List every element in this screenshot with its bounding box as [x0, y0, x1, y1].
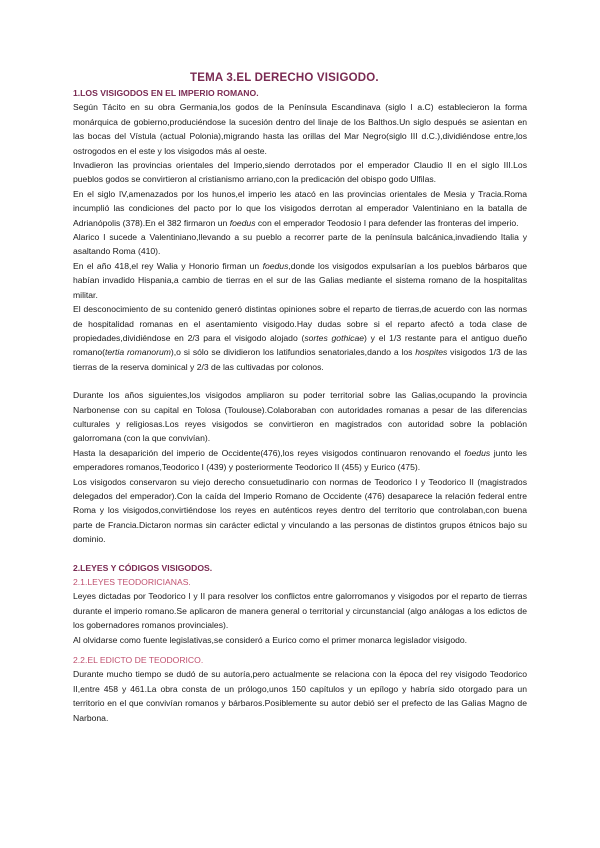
- emphasis-text: foedus: [229, 217, 256, 228]
- subsection-heading-2-1: 2.1.LEYES TEODORICIANAS.: [73, 577, 191, 587]
- paragraph: [73, 302, 527, 374]
- emphasis-text: tertia romanorum: [105, 347, 171, 358]
- emphasis-text: hospites: [415, 347, 448, 358]
- subsection-heading-2-2: 2.2.EL EDICTO DE TEODORICO.: [73, 655, 204, 666]
- paragraph: [73, 446, 527, 475]
- text-run: con el emperador Teodosio I para defender las fronteras del imperio.: [255, 217, 519, 228]
- spacer: [73, 374, 527, 388]
- paragraph: [73, 259, 527, 302]
- text-run: junto les emperadores romanos,Teodorico I (439) y posteriormente Teodorico II (455) y Eurico (475).: [73, 447, 527, 473]
- paragraph: Alarico I sucede a Valentiniano,llevando a su pueblo a recorrer parte de la península balcánica,invadiendo Italia y asaltando Roma (410).: [73, 232, 527, 257]
- emphasis-text: foedus: [464, 447, 491, 458]
- paragraph: Durante mucho tiempo se dudó de su autoría,pero actualmente se relaciona con la época del rey visigodo Teodorico II,entre 458 y 461.La obra consta de un prólogo,unos 150 capítulos y un epílogo y habría sido otorgado para un territorio en el que convivían romanos y bárbaros.Posiblemente su autor debió ser el prefecto de las Galias Magno de Narbona.: [73, 669, 527, 723]
- emphasis-text: foedus: [262, 260, 289, 271]
- text-run: Hasta la desaparición del imperio de Occidente(476),los reyes visigodos continuaron renovando el: [73, 447, 465, 458]
- paragraph: Según Tácito en su obra Germania,los godos de la Península Escandinava (siglo I a.C) establecieron la forma monárquica de gobierno,produciéndose la sucesión dentro del linaje de los Balthos.Un siglo después se asientan en las bocas del Vístula (actual Polonia),migrando hasta las orillas del Mar Negro(siglo III d.C.),dividiéndose entre,los ostrogodos en el este y los visigodos más al oeste.: [73, 102, 527, 156]
- spacer: [73, 547, 527, 561]
- paragraph: Leyes dictadas por Teodorico I y II para resolver los conflictos entre galorromanos y visigodos por el reparto de tierras durante el imperio romano.Se aplicaron de manera general o territorial y circunstancial (algo análogas a los edictos de los gobernadores romanos provinciales).: [73, 591, 527, 631]
- paragraph: [73, 187, 527, 230]
- paragraph: Los visigodos conservaron su viejo derecho consuetudinario con normas de Teodorico I y Teodorico II (magistrados delegados del emperador).Con la caída del Imperio Romano de Occidente (476) desaparece la relación federal entre Roma y los visigodos,convirtiéndose los reyes en auténticos reyes dentro del territorio que controlaban,con buena parte de Francia.Dictaron normas sin carácter edictal y vinculando a las personas de distintos grupos étnicos bajo su dominio.: [73, 476, 527, 545]
- section-heading-2: 2.LEYES Y CÓDIGOS VISIGODOS.: [73, 562, 213, 573]
- text-run: visigodos 1/3 de las tierras de la reserva dominical y 2/3 de las cultivadas por colonos.: [73, 347, 527, 372]
- text-run: El desconocimiento de su contenido generó distintas opiniones sobre el reparto de tierras,de acuerdo con las normas de hospitalidad romanas en el asentamiento visigodo.Hay dudas sobre si el reparto afectó a toda clase de propiedades,dividiéndose en 2/3 para el visigodo alojado (: [73, 304, 527, 343]
- paragraph: Al olvidarse como fuente legislativas,se consideró a Eurico como el primer monarca legislador visigodo.: [73, 634, 468, 645]
- paragraph: Durante los años siguientes,los visigodos ampliaron su poder territorial sobre las Galias,ocupando la provincia Narbonense con su capital en Tolosa (Toulouse).Colaboraban con autoridades romanas a pesar de las diferencias culturales y religiosas.Los reyes visigodos se convirtieron en magistrados con autoridad sobre la población galorromana (con la que convivían).: [73, 390, 527, 444]
- text-run: En el siglo IV,amenazados por los hunos,el imperio les atacó en las provincias orientales de Mesia y Tracia.Roma incumplió las condiciones del pacto por lo que los visigodos derrotan al emperador Valentiniano en la batalla de Adrianópolis (378).En el 382 firmaron un: [73, 188, 527, 228]
- paragraph: Invadieron las provincias orientales del Imperio,siendo derrotados por el emperador Claudio II en el siglo III.Los pueblos godos se convirtieron al cristianismo arriano,con la predicación del obispo godo Ulfilas.: [73, 160, 527, 185]
- document-body: [73, 86, 527, 725]
- text-run: En el año 418,el rey Walia y Honorio firman un: [73, 260, 263, 271]
- text-run: ,donde los visigodos expulsarían a los pueblos bárbaros que habían invadido Hispania,a cambio de tierras en el sur de las Galias mediante el sistema romano de la hospitalitas militar.: [73, 260, 527, 300]
- text-run: ) y el 1/3 restante para el antiguo dueño romano(: [73, 332, 528, 358]
- text-run: ),o si sólo se dividieron los latifundios senatoriales,dando a los: [170, 347, 416, 358]
- section-heading-1: 1.LOS VISIGODOS EN EL IMPERIO ROMANO.: [73, 88, 259, 98]
- emphasis-text: sortes gothicae: [304, 332, 365, 343]
- page-title: TEMA 3.EL DERECHO VISIGODO.: [190, 72, 379, 84]
